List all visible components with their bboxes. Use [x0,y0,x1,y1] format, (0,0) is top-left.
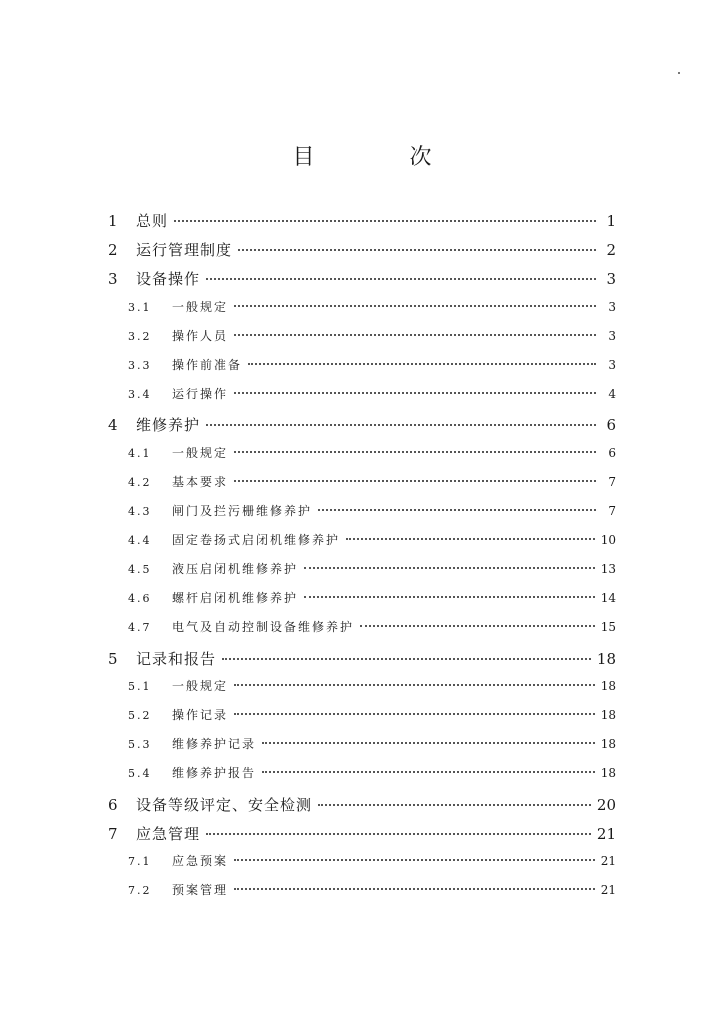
dot-leader [234,888,595,890]
toc-entry-label: 液压启闭机维修养护 [172,562,299,576]
dot-leader [206,424,596,426]
toc-entry-label: 操作记录 [172,708,229,722]
toc-entry-number: 4.7 [128,621,152,634]
toc-entry-page: 6 [606,416,616,434]
toc-entry-number: 1 [108,212,118,230]
toc-subentry[interactable] [128,502,616,530]
toc-entry-label: 一般规定 [172,446,229,460]
dot-leader [234,392,596,394]
dot-leader [234,451,596,453]
toc-entry-label: 电气及自动控制设备维修养护 [172,620,355,634]
toc-entry-label: 螺杆启闭机维修养护 [172,591,299,605]
dot-leader [206,833,591,835]
toc-entry-label: 操作前准备 [172,358,243,372]
toc-subentry[interactable] [128,385,616,413]
toc-entry-page: 15 [600,620,616,634]
dot-leader [234,713,595,715]
toc-entry-label: 应急预案 [172,854,229,868]
scan-speck [678,72,680,74]
toc-entry-page: 21 [600,854,616,868]
toc-entry-page: 3 [606,270,616,288]
toc-entry[interactable] [108,414,616,442]
toc-entry-number: 4 [108,416,118,434]
toc-entry-number: 7.1 [128,855,152,868]
dot-leader [234,859,595,861]
toc-entry-number: 6 [108,796,118,814]
dot-leader [262,742,595,744]
toc-entry[interactable] [108,268,616,296]
toc-entry-page: 1 [606,212,616,230]
toc-entry-page: 18 [600,737,616,751]
toc-subentry[interactable] [128,735,616,763]
toc-entry-number: 4.5 [128,563,152,576]
toc-entry-page: 3 [608,300,616,314]
toc-entry[interactable] [108,794,616,822]
toc-entry-number: 4.2 [128,476,152,489]
dot-leader [234,480,596,482]
toc-entry-number: 4.1 [128,447,152,460]
dot-leader [234,684,595,686]
toc-subentry[interactable] [128,618,616,646]
toc-subentry[interactable] [128,327,616,355]
toc-entry-number: 7.2 [128,884,152,897]
toc-entry-page: 13 [600,562,616,576]
toc-entry-label: 运行管理制度 [136,241,233,259]
toc-entry-page: 18 [600,679,616,693]
toc-entry-page: 10 [600,533,616,547]
toc-entry-label: 维修养护 [136,416,201,434]
toc-entry[interactable] [108,823,616,851]
dot-leader [304,567,595,569]
toc-entry-label: 运行操作 [172,387,229,401]
toc-entry-page: 21 [600,883,616,897]
toc-entry-label: 设备等级评定、安全检测 [136,796,313,814]
toc-entry-number: 4.3 [128,505,152,518]
toc-subentry[interactable] [128,531,616,559]
toc-subentry[interactable] [128,852,616,880]
toc-entry-page: 18 [600,708,616,722]
toc-entry-number: 5 [108,650,118,668]
toc-subentry[interactable] [128,589,616,617]
toc-subentry[interactable] [128,560,616,588]
toc-entry-label: 应急管理 [136,825,201,843]
toc-entry-page: 18 [600,766,616,780]
toc-entry-label: 预案管理 [172,883,229,897]
toc-entry-page: 4 [608,387,616,401]
dot-leader [318,509,596,511]
dot-leader [234,334,596,336]
toc-entry-number: 5.1 [128,680,152,693]
toc-entry-label: 基本要求 [172,475,229,489]
toc-entry-number: 3.4 [128,388,152,401]
toc-entry-label: 设备操作 [136,270,201,288]
toc-entry-number: 3 [108,270,118,288]
dot-leader [262,771,595,773]
toc-subentry[interactable] [128,473,616,501]
toc-subentry[interactable] [128,764,616,792]
toc-entry-label: 操作人员 [172,329,229,343]
toc-entry-page: 2 [606,241,616,259]
dot-leader [238,249,596,251]
toc-entry[interactable] [108,210,616,238]
toc-entry[interactable] [108,648,616,676]
toc-entry-number: 5.3 [128,738,152,751]
toc-entry-page: 20 [596,796,616,814]
toc-entry-label: 闸门及拦污栅维修养护 [172,504,313,518]
toc-entry-number: 2 [108,241,118,259]
dot-leader [174,220,596,222]
toc-entry-number: 4.4 [128,534,152,547]
toc-entry-page: 3 [608,358,616,372]
toc-subentry[interactable] [128,298,616,326]
toc-entry-page: 21 [596,825,616,843]
toc-entry-label: 固定卷扬式启闭机维修养护 [172,533,341,547]
toc-entry-page: 3 [608,329,616,343]
dot-leader [234,305,596,307]
toc-subentry[interactable] [128,677,616,705]
toc-entry-label: 总则 [136,212,169,230]
dot-leader [206,278,596,280]
toc-subentry[interactable] [128,706,616,734]
toc-entry-label: 维修养护报告 [172,766,257,780]
dot-leader [222,658,591,660]
toc-entry-number: 4.6 [128,592,152,605]
dot-leader [360,625,595,627]
toc-subentry[interactable] [128,444,616,472]
toc-subentry[interactable] [128,881,616,909]
toc-entry-page: 7 [608,475,616,489]
toc-entry-number: 3.3 [128,359,152,372]
dot-leader [248,363,596,365]
toc-subentry[interactable] [128,356,616,384]
toc-entry-label: 维修养护记录 [172,737,257,751]
toc-entry-number: 5.2 [128,709,152,722]
toc-entry-label: 一般规定 [172,679,229,693]
dot-leader [318,804,591,806]
toc-entry[interactable] [108,239,616,267]
toc-entry-number: 3.2 [128,330,152,343]
toc-entry-page: 18 [596,650,616,668]
toc-entry-label: 一般规定 [172,300,229,314]
toc-entry-page: 6 [608,446,616,460]
dot-leader [304,596,595,598]
toc-entry-page: 7 [608,504,616,518]
page-title: 目 次 [292,145,476,170]
toc-entry-number: 7 [108,825,118,843]
dot-leader [346,538,595,540]
toc-entry-number: 3.1 [128,301,152,314]
toc-entry-page: 14 [600,591,616,605]
toc-entry-label: 记录和报告 [136,650,217,668]
toc-entry-number: 5.4 [128,767,152,780]
